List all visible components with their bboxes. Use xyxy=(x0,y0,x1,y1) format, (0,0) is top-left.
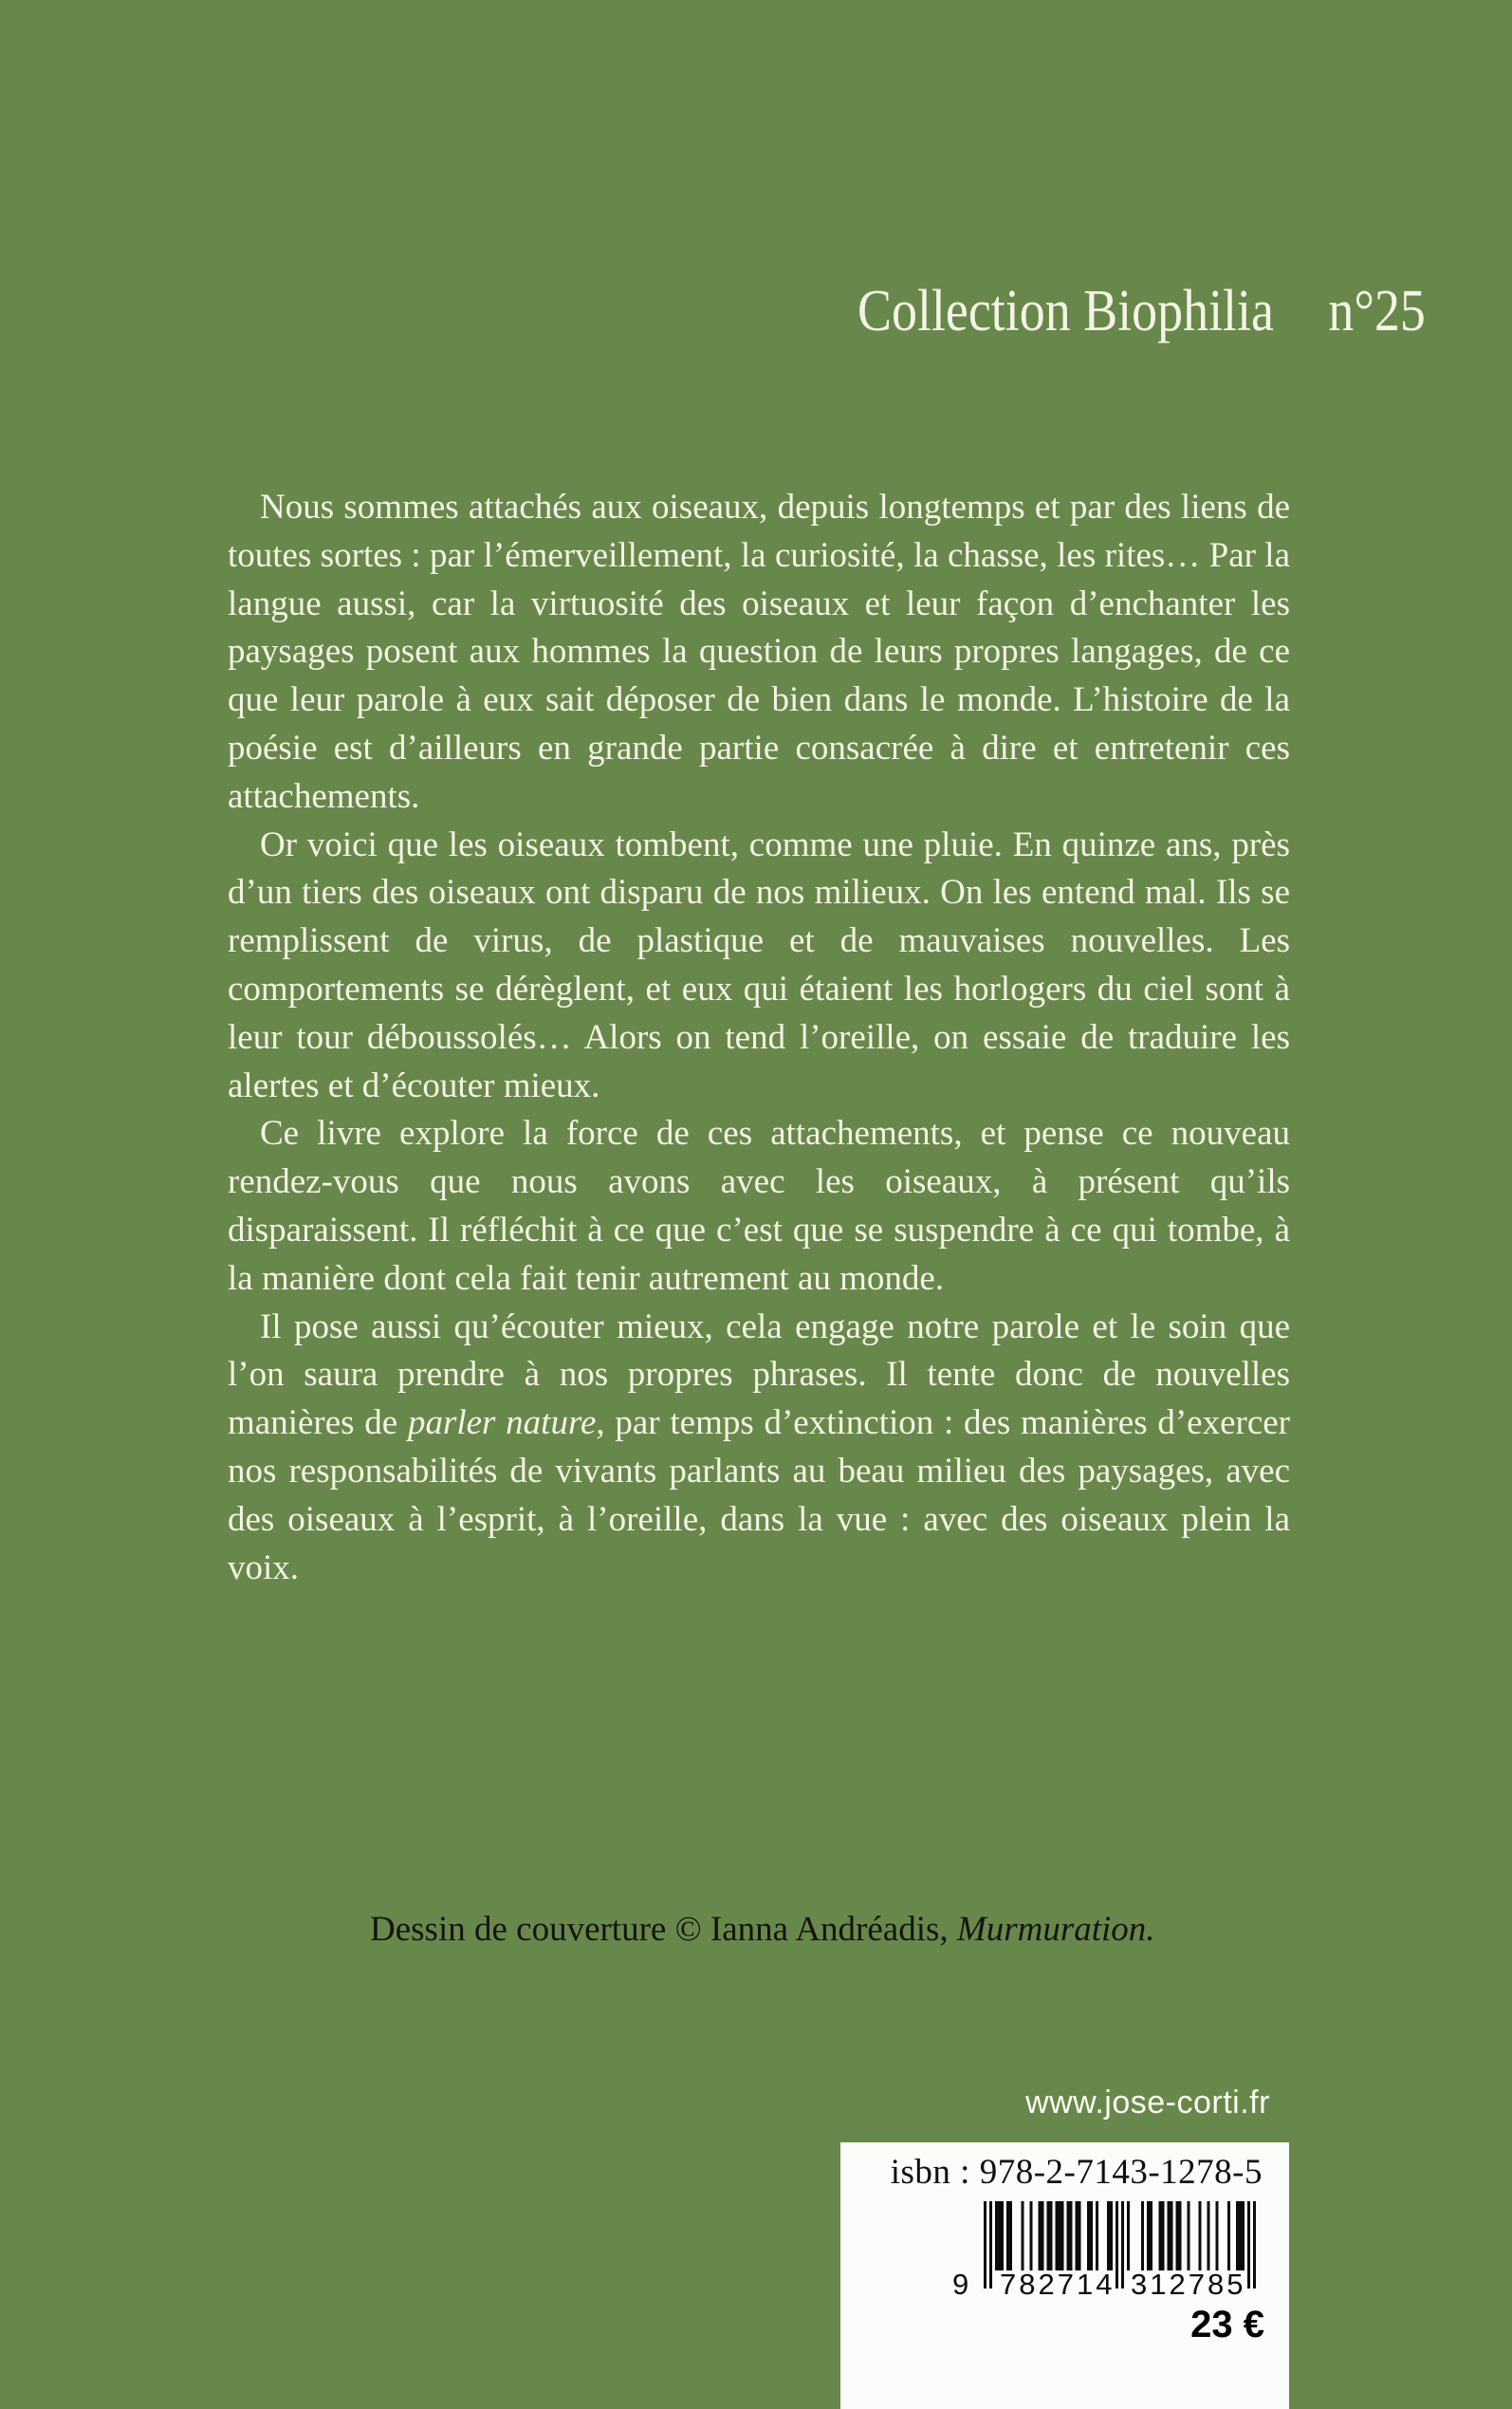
barcode-digit-lead: 9 xyxy=(952,2268,969,2301)
blurb-paragraph xyxy=(228,1110,1290,1303)
text-run: Or voici que les oiseaux tombent, comme une pluie. En quinze ans, près d’un tiers des oiseaux ont disparu de nos milieux. On les entend mal. Ils se remplissent de virus, de plastique et de mauvaises nouvelles. Les comportements se dérèglent, et eux qui étaient les horlogers du ciel sont à leur tour déboussolés… Alors on tend l’oreille, on essaie de traduire les alertes et d’écouter mieux. xyxy=(228,825,1290,1105)
cover-art-credit xyxy=(370,1911,1155,1950)
isbn-label: isbn : 978-2-7143-1278-5 xyxy=(890,2153,1263,2192)
text-run: Nous sommes attachés aux oiseaux, depuis longtemps et par des liens de toutes sortes : par l’émerveillement, la curiosité, la chasse, les rites… Par la langue aussi, car la virtuosité des oiseaux et leur façon d’enchanter les paysages posent aux hommes la question de leurs propres langages, de ce que leur parole à eux sait déposer de bien dans le monde. L’histoire de la poésie est d’ailleurs en grande partie consacrée à dire et entretenir ces attachements. xyxy=(228,488,1290,816)
collection-name: Collection Biophilia xyxy=(857,279,1274,343)
text-run: Dessin de couverture © Ianna Andréadis, xyxy=(370,1910,957,1949)
text-run: Ce livre explore la force de ces attachements, et pense ce nouveau rendez-vous que nous avons avec les oiseaux, à présent qu’ils disparaissent. Il réfléchit à ce que c’est que se suspendre à ce qui tombe, à la manière dont cela fait tenir autrement au monde. xyxy=(228,1114,1290,1298)
collection-number: n°25 xyxy=(1328,279,1426,343)
barcode-digits-right: 312785 xyxy=(1131,2268,1246,2301)
text-run: Il pose aussi qu’écouter mieux, cela engage notre parole et le soin que l’on saura prendre à nos propres phrases. Il tente donc de nouvelles manières de xyxy=(228,1306,1290,1443)
barcode-digits-left: 782714 xyxy=(1000,2268,1116,2301)
text-run: parler nature xyxy=(407,1403,597,1443)
back-cover-blurb xyxy=(228,484,1290,1592)
blurb-paragraph xyxy=(228,822,1290,1111)
isbn-box xyxy=(840,2142,1289,2409)
publisher-website: www.jose-corti.fr xyxy=(1025,2085,1270,2121)
blurb-paragraph xyxy=(228,484,1290,822)
ean-barcode xyxy=(952,2201,1256,2301)
price: 23 € xyxy=(1190,2304,1264,2345)
blurb-paragraph xyxy=(228,1304,1290,1593)
text-run: , par temps d’extinction : des manières d’exercer nos responsabilités de vivants parlants au beau milieu des paysages, avec des oiseaux à l’esprit, à l’oreille, dans la vue : avec des oiseaux plein la voix. xyxy=(228,1403,1290,1587)
collection-header xyxy=(857,279,1426,343)
text-run: Murmuration. xyxy=(956,1910,1155,1949)
